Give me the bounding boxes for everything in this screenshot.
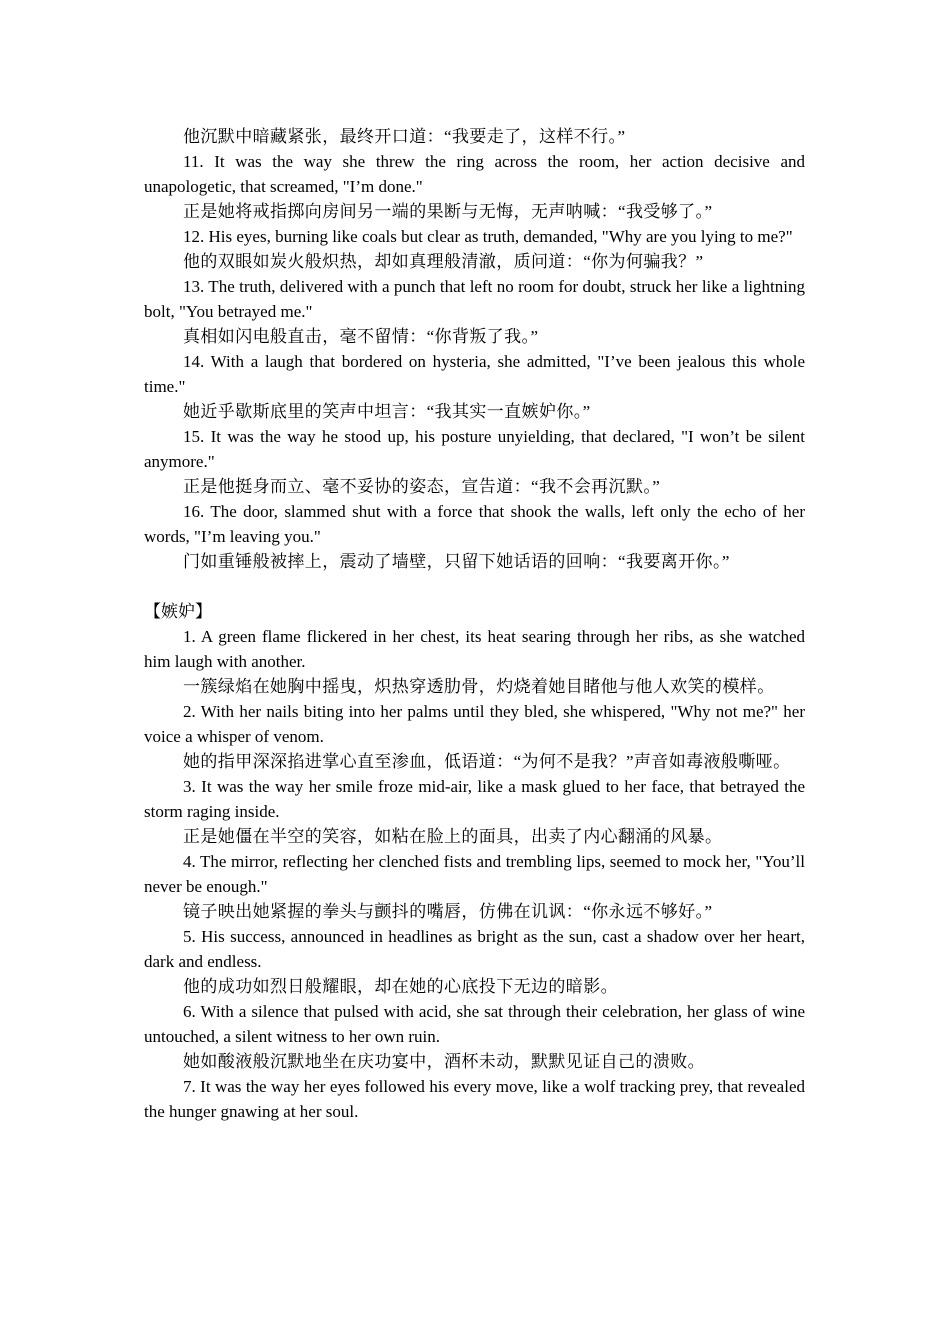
paragraph: 他的成功如烈日般耀眼，却在她的心底投下无边的暗影。 [183,977,618,996]
paragraph: 16. The door, slammed shut with a force that shook the walls, left only the echo of her words, "I’m leaving you." [144,502,805,546]
paragraph: 2. With her nails biting into her palms until they bled, she whispered, "Why not me?" her voice a whisper of venom. [144,702,805,746]
paragraph: 她的指甲深深掐进掌心直至渗血，低语道：“为何不是我？”声音如毒液般嘶哑。 [183,752,791,771]
paragraph: 15. It was the way he stood up, his posture unyielding, that declared, "I won’t be silent anymore." [144,427,805,471]
section-heading: 【嫉妒】 [144,602,212,621]
paragraph: 正是他挺身而立、毫不妥协的姿态，宣告道：“我不会再沉默。” [183,477,661,496]
paragraph: 5. His success, announced in headlines as bright as the sun, cast a shadow over her heart, dark and endless. [144,927,805,971]
paragraph: 14. With a laugh that bordered on hysteria, she admitted, "I’ve been jealous this whole time." [144,352,805,396]
paragraph: 镜子映出她紧握的拳头与颤抖的嘴唇，仿佛在讥讽：“你永远不够好。” [183,902,713,921]
paragraph: 他沉默中暗藏紧张，最终开口道：“我要走了，这样不行。” [183,127,626,146]
paragraph: 正是她僵在半空的笑容，如粘在脸上的面具，出卖了内心翻涌的风暴。 [183,827,723,846]
paragraph: 13. The truth, delivered with a punch that left no room for doubt, struck her like a lightning bolt, "You betrayed me." [144,277,805,321]
paragraph: 她近乎歇斯底里的笑声中坦言：“我其实一直嫉妒你。” [183,402,591,421]
paragraph: 4. The mirror, reflecting her clenched fists and trembling lips, seemed to mock her, "You’ll never be enough." [144,852,805,896]
paragraph: 一簇绿焰在她胸中摇曳，炽热穿透肋骨，灼烧着她目睹他与他人欢笑的模样。 [183,677,775,696]
paragraph: 1. A green flame flickered in her chest, its heat searing through her ribs, as she watched him laugh with another. [144,627,805,671]
paragraph: 7. It was the way her eyes followed his every move, like a wolf tracking prey, that revealed the hunger gnawing at her soul. [144,1077,805,1121]
paragraph: 3. It was the way her smile froze mid-air, like a mask glued to her face, that betrayed the storm raging inside. [144,777,805,821]
paragraph: 12. His eyes, burning like coals but clear as truth, demanded, "Why are you lying to me?" [183,227,793,246]
document-body [144,124,805,1124]
paragraph: 门如重锤般被摔上，震动了墙壁，只留下她话语的回响：“我要离开你。” [183,552,730,571]
paragraph: 11. It was the way she threw the ring across the room, her action decisive and unapologetic, that screamed, "I’m done." [144,152,805,196]
paragraph: 他的双眼如炭火般炽热，却如真理般清澈，质问道：“你为何骗我？” [183,252,704,271]
paragraph: 正是她将戒指掷向房间另一端的果断与无悔，无声呐喊：“我受够了。” [183,202,713,221]
paragraph: 她如酸液般沉默地坐在庆功宴中，酒杯未动，默默见证自己的溃败。 [183,1052,705,1071]
paragraph: 真相如闪电般直击，毫不留情：“你背叛了我。” [183,327,539,346]
paragraph: 6. With a silence that pulsed with acid, she sat through their celebration, her glass of wine untouched, a silent witness to her own ruin. [144,1002,805,1046]
